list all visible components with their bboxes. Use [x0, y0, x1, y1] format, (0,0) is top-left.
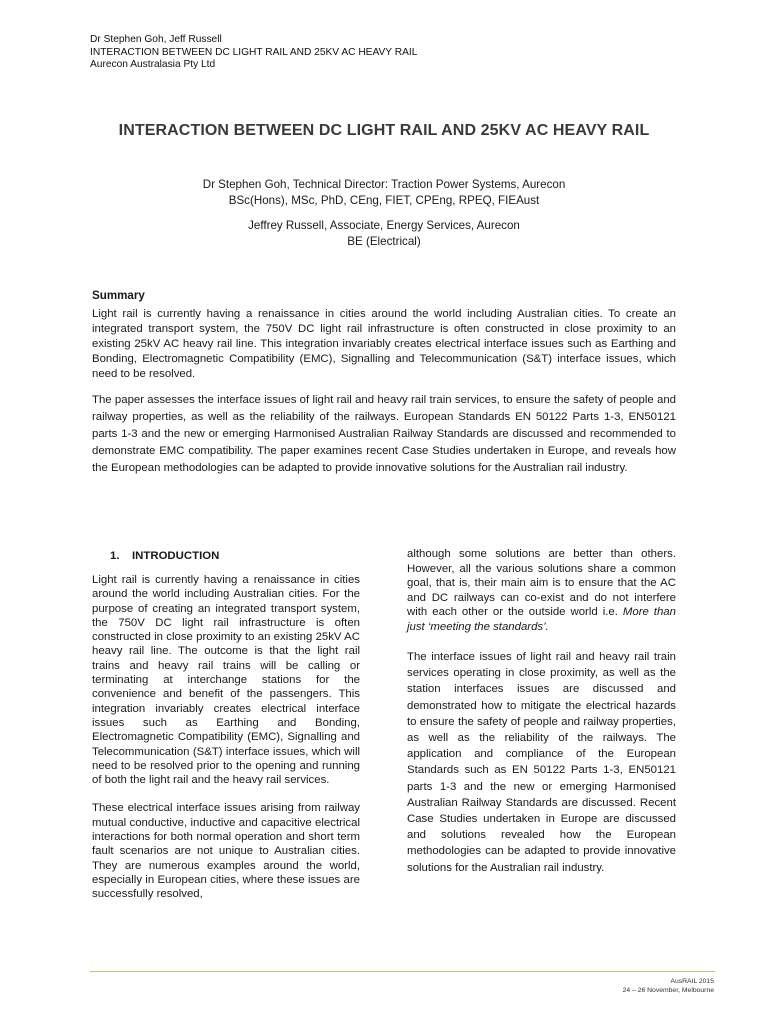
footer-dates: 24 – 26 November, Melbourne — [622, 987, 714, 994]
author-qualifications-line: BE (Electrical) — [347, 234, 421, 248]
body-paragraph: Light rail is currently having a renaissance in cities around the world including Australian cities. For the purpose of creating an integrated transport system, the 750V DC light rail infrastructure is often constructed in close proximity to an existing 25kV AC heavy rail line. The outcome is that the light rail trains and heavy rail trains will be calling or terminating at interchange stations for the convenience and benefit of the passengers. This integration invariably creates electrical interface issues such as Earthing and Bonding, Electromagnetic Compatibility (EMC), Signalling and Telecommunication (S&T) interface issues, which will need to be resolved prior to the opening and running of both the light rail and the heavy rail services. — [92, 574, 360, 787]
footer-conference: AusRAIL 2015 — [670, 978, 714, 985]
author-goh — [95, 177, 673, 208]
body-paragraph: The interface issues of light rail and heavy rail train services operating in close proximity, as well as the station interfaces issues are discussed and demonstrated how to mitigate the electrical hazards to ensure the safety of people and railway properties, as well as the reliability of the railways. The application and compliance of the European Standards such as EN 50122 Parts 1-3, EN50121 parts 1-3 and the new or emerging Harmonised Australian Railway Standards are discussed. Recent Case Studies undertaken in Europe are discussed and solutions revealed how the European methodologies can be adapted to provide innovative solutions for the Australian rail industry. — [407, 651, 676, 874]
section-number: 1. — [110, 550, 120, 562]
author-list — [95, 177, 673, 259]
running-head-affiliation: Aurecon Australasia Pty Ltd — [90, 59, 216, 70]
section-title: INTRODUCTION — [132, 550, 220, 562]
running-head — [90, 34, 417, 72]
right-column — [407, 547, 676, 876]
summary-heading: Summary — [92, 289, 145, 302]
running-head-authors: Dr Stephen Goh, Jeff Russell — [90, 34, 222, 45]
running-head-title: INTERACTION BETWEEN DC LIGHT RAIL AND 25KV AC HEAVY RAIL — [90, 46, 418, 58]
footer-divider — [90, 971, 715, 972]
italic-quote: More than just ‘meeting the standards’. — [407, 606, 676, 633]
body-paragraph — [407, 547, 676, 634]
section-heading-introduction — [110, 549, 360, 563]
author-affiliation-line: Dr Stephen Goh, Technical Director: Traction Power Systems, Aurecon — [202, 178, 566, 191]
summary-paragraph: Light rail is currently having a renaissance in cities around the world including Australian cities. To create an integrated transport system, the 750V DC light rail infrastructure is often constructed in close proximity to an existing 25kV AC heavy rail line. This integration invariably creates electrical interface issues such as Earthing and Bonding, Electromagnetic Compatibility (EMC), Signalling and Telecommunication (S&T) interface issues, which need to be resolved. — [92, 308, 676, 380]
summary-section — [92, 307, 676, 477]
body-paragraph: These electrical interface issues arising from railway mutual conductive, inductive and capacitive electrical interactions for both normal operation and short term fault scenarios are not unique to Australian cities. They are numerous examples around the world, especially in European cities, where these issues are successfully resolved, — [92, 802, 360, 901]
author-affiliation-line: Jeffrey Russell, Associate, Energy Services, Aurecon — [248, 219, 520, 232]
body-text: although some solutions are better than others. However, all the various solutions share a common goal, that is, their main aim is to ensure that the AC and DC railways can co-exist and do not interfere with each other or the outside world i.e. — [407, 548, 676, 618]
left-column — [92, 549, 360, 902]
summary-paragraph: The paper assesses the interface issues of light rail and heavy rail train services, to ensure the safety of people and railway properties, as well as the reliability of the railways. European Standards EN 50122 Parts 1-3, EN50121 parts 1-3 and the new or emerging Harmonised Australian Railway Standards are discussed and recommended to demonstrate EMC compatibility. The paper examines recent Case Studies undertaken in Europe, and reveals how the European methodologies can be adapted to provide innovative solutions for the Australian rail industry. — [92, 394, 676, 474]
author-russell — [95, 218, 673, 249]
paper-title: INTERACTION BETWEEN DC LIGHT RAIL AND 25KV AC HEAVY RAIL — [118, 122, 650, 139]
page-footer — [623, 977, 714, 995]
author-qualifications-line: BSc(Hons), MSc, PhD, CEng, FIET, CPEng, RPEQ, FIEAust — [228, 193, 540, 207]
